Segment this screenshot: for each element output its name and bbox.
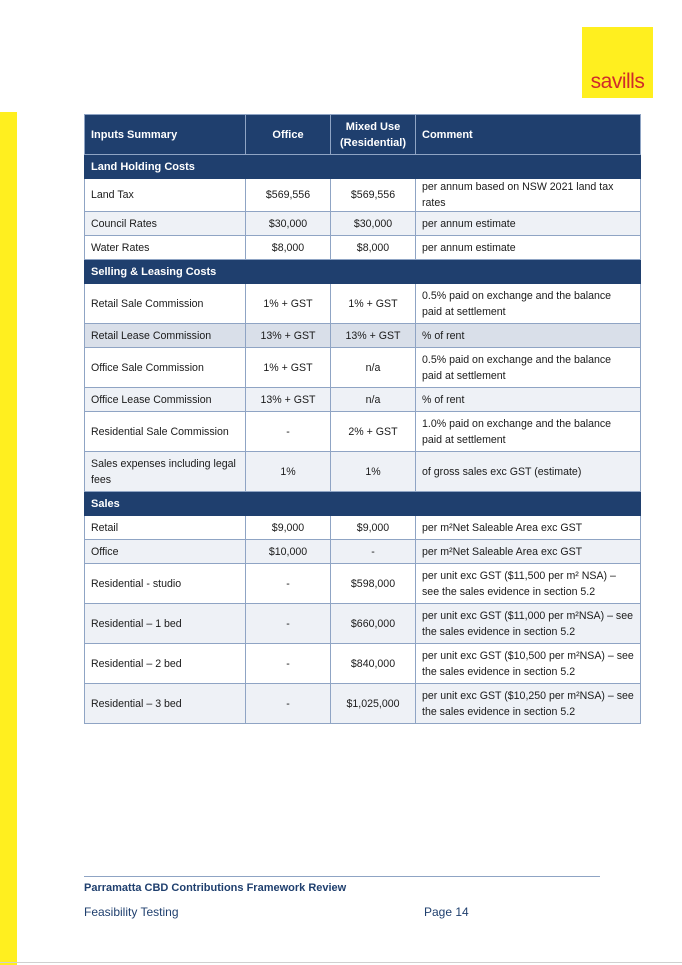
comment: per unit exc GST ($10,250 per m²NSA) – see the sales evidence in section 5.2	[416, 684, 641, 724]
footer-divider	[84, 876, 600, 877]
office-value: 13% + GST	[246, 324, 331, 348]
mixed-value: -	[331, 540, 416, 564]
office-value: 1%	[246, 452, 331, 492]
row-label: Land Tax	[85, 179, 246, 212]
table-row	[85, 212, 641, 236]
mixed-value: n/a	[331, 388, 416, 412]
table-row	[85, 604, 641, 644]
header-office: Office	[246, 115, 331, 155]
table-row	[85, 324, 641, 348]
footer-subtitle: Feasibility Testing	[84, 905, 179, 919]
section-sales	[85, 492, 641, 516]
office-value: -	[246, 604, 331, 644]
table-row	[85, 179, 641, 212]
mixed-value: 2% + GST	[331, 412, 416, 452]
mixed-value: $660,000	[331, 604, 416, 644]
savills-logo	[582, 27, 653, 98]
comment: of gross sales exc GST (estimate)	[416, 452, 641, 492]
comment: per annum based on NSW 2021 land tax rates	[416, 179, 641, 212]
logo-text: savills	[590, 70, 645, 93]
row-label: Retail Lease Commission	[85, 324, 246, 348]
comment: per unit exc GST ($11,000 per m²NSA) – see the sales evidence in section 5.2	[416, 604, 641, 644]
office-value: 13% + GST	[246, 388, 331, 412]
section-land-holding-costs	[85, 155, 641, 179]
comment: per unit exc GST ($11,500 per m² NSA) – see the sales evidence in section 5.2	[416, 564, 641, 604]
comment: % of rent	[416, 324, 641, 348]
row-label: Sales expenses including legal fees	[85, 452, 246, 492]
header-comment: Comment	[416, 115, 641, 155]
mixed-value: $9,000	[331, 516, 416, 540]
office-value: -	[246, 412, 331, 452]
office-value: $569,556	[246, 179, 331, 212]
mixed-value: 1%	[331, 452, 416, 492]
mixed-value: 13% + GST	[331, 324, 416, 348]
office-value: $8,000	[246, 236, 331, 260]
mixed-value: $840,000	[331, 644, 416, 684]
table-row	[85, 540, 641, 564]
table-row	[85, 236, 641, 260]
office-value: $10,000	[246, 540, 331, 564]
comment: per annum estimate	[416, 212, 641, 236]
section-title: Selling & Leasing Costs	[85, 260, 641, 284]
yellow-side-bar	[0, 112, 17, 965]
section-selling-leasing-costs	[85, 260, 641, 284]
office-value: 1% + GST	[246, 284, 331, 324]
table-row	[85, 516, 641, 540]
row-label: Retail Sale Commission	[85, 284, 246, 324]
row-label: Retail	[85, 516, 246, 540]
row-label: Office Sale Commission	[85, 348, 246, 388]
mixed-value: 1% + GST	[331, 284, 416, 324]
comment: per unit exc GST ($10,500 per m²NSA) – see the sales evidence in section 5.2	[416, 644, 641, 684]
comment: 0.5% paid on exchange and the balance paid at settlement	[416, 284, 641, 324]
row-label: Council Rates	[85, 212, 246, 236]
office-value: -	[246, 564, 331, 604]
office-value: $30,000	[246, 212, 331, 236]
row-label: Residential – 2 bed	[85, 644, 246, 684]
office-value: -	[246, 644, 331, 684]
mixed-value: $569,556	[331, 179, 416, 212]
comment: 1.0% paid on exchange and the balance paid at settlement	[416, 412, 641, 452]
table-row	[85, 284, 641, 324]
comment: per m²Net Saleable Area exc GST	[416, 540, 641, 564]
table-header-row	[85, 115, 641, 155]
mixed-value: n/a	[331, 348, 416, 388]
row-label: Residential – 1 bed	[85, 604, 246, 644]
footer-title: Parramatta CBD Contributions Framework Review	[84, 882, 347, 894]
row-label: Residential – 3 bed	[85, 684, 246, 724]
row-label: Office Lease Commission	[85, 388, 246, 412]
table-row	[85, 684, 641, 724]
page-bottom-rule	[0, 962, 682, 963]
comment: % of rent	[416, 388, 641, 412]
page-number: Page 14	[424, 905, 469, 919]
row-label: Residential Sale Commission	[85, 412, 246, 452]
table-row	[85, 644, 641, 684]
office-value: 1% + GST	[246, 348, 331, 388]
comment: per annum estimate	[416, 236, 641, 260]
row-label: Residential - studio	[85, 564, 246, 604]
header-inputs-summary: Inputs Summary	[85, 115, 246, 155]
section-title: Sales	[85, 492, 641, 516]
table-row	[85, 452, 641, 492]
mixed-value: $30,000	[331, 212, 416, 236]
comment: 0.5% paid on exchange and the balance paid at settlement	[416, 348, 641, 388]
mixed-value: $1,025,000	[331, 684, 416, 724]
row-label: Office	[85, 540, 246, 564]
section-title: Land Holding Costs	[85, 155, 641, 179]
office-value: -	[246, 684, 331, 724]
table-row	[85, 348, 641, 388]
mixed-value: $8,000	[331, 236, 416, 260]
table-row	[85, 388, 641, 412]
inputs-summary-table	[84, 114, 641, 724]
header-mixed-use: Mixed Use (Residential)	[331, 115, 416, 155]
table-row	[85, 412, 641, 452]
table-row	[85, 564, 641, 604]
comment: per m²Net Saleable Area exc GST	[416, 516, 641, 540]
row-label: Water Rates	[85, 236, 246, 260]
office-value: $9,000	[246, 516, 331, 540]
mixed-value: $598,000	[331, 564, 416, 604]
